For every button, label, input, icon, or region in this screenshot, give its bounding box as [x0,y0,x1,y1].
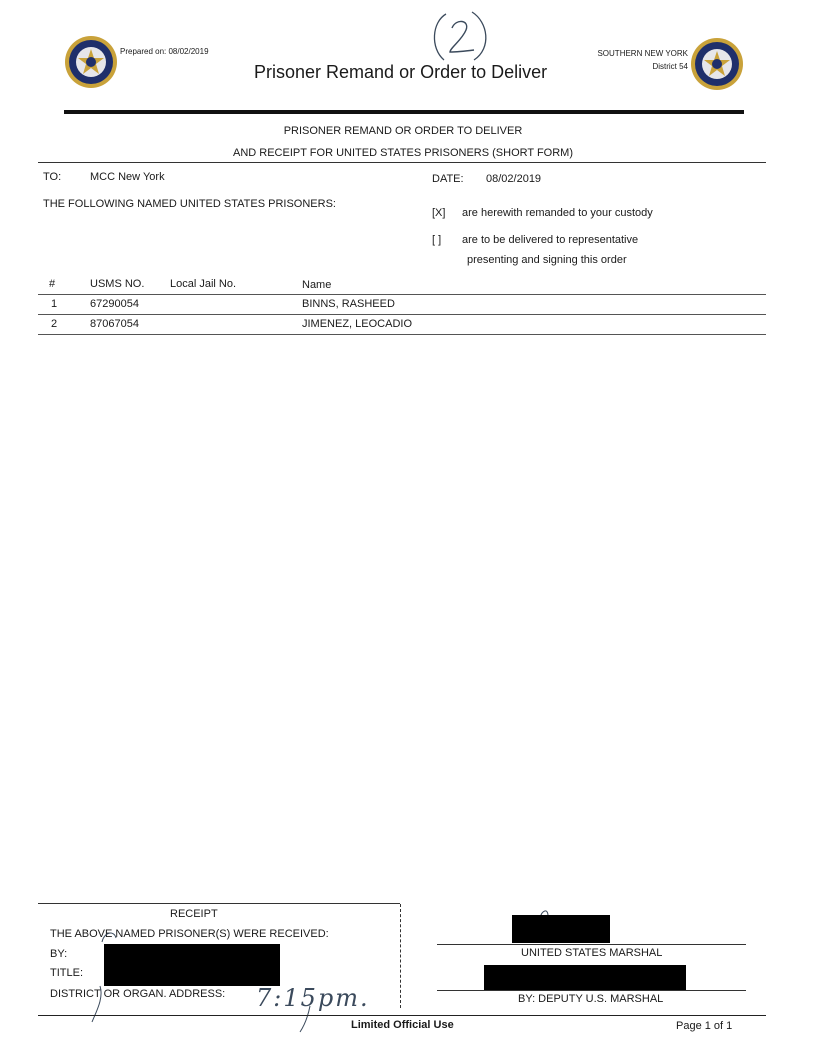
table-header-local-jail: Local Jail No. [170,278,237,290]
header-rule [64,110,744,114]
option-remanded-box: [X] [432,207,446,219]
option-deliver-box: [ ] [432,234,442,246]
us-marshal-signature-line [437,944,746,945]
deputy-signature-line [437,990,746,991]
form-heading-line2: AND RECEIPT FOR UNITED STATES PRISONERS (SHORT FORM) [232,147,573,159]
page-title: Prisoner Remand or Order to Deliver [254,62,548,82]
date-label: DATE: [432,173,464,185]
redacted-deputy-signature [484,965,686,990]
receipt-by-label: BY: [50,948,68,960]
row-number: 2 [51,318,58,330]
date-value: 08/02/2019 [486,173,542,185]
redacted-us-marshal-signature [512,915,610,943]
table-header-number: # [49,278,56,290]
named-prisoners-label: THE FOLLOWING NAMED UNITED STATES PRISONERS: [43,198,336,210]
receipt-title-label: TITLE: [50,967,84,979]
prepared-on: Prepared on: 08/02/2019 [120,47,209,56]
table-header-usms: USMS NO. [90,278,145,290]
us-marshal-label: UNITED STATES MARSHAL [521,947,663,959]
district-number: District 54 [652,62,688,71]
option-deliver-continuation: presenting and signing this order [467,254,627,266]
to-value: MCC New York [90,171,165,183]
receipt-title: RECEIPT [170,908,218,920]
option-deliver-text: are to be delivered to representative [462,234,639,246]
row-usms-no: 87067054 [90,318,139,330]
form-heading-rule [38,162,766,163]
row-number: 1 [51,298,58,310]
receipt-top-rule [38,903,400,904]
table-header-name: Name [302,279,332,291]
deputy-marshal-label: BY: DEPUTY U.S. MARSHAL [518,993,664,1005]
page-number: Page 1 of 1 [676,1020,733,1032]
table-row-rule [38,334,766,335]
table-header-rule [38,294,766,295]
marshals-seal-right-icon [690,37,744,91]
classification-label: Limited Official Use [351,1019,454,1031]
form-heading-line1: PRISONER REMAND OR ORDER TO DELIVER [283,125,523,137]
row-usms-no: 67290054 [90,298,139,310]
to-label: TO: [43,171,62,183]
option-remanded-text: are herewith remanded to your custody [462,207,653,219]
row-prisoner-name: JIMENEZ, LEOCADIO [302,318,413,330]
handwritten-signature-strokes [86,922,326,1034]
receipt-right-border [400,904,401,1008]
handwritten-circled-2 [426,8,498,64]
receipt-address-label: DISTRICT OR ORGAN. ADDRESS: [50,988,226,1000]
footer-rule [38,1015,766,1016]
receipt-statement: THE ABOVE NAMED PRISONER(S) WERE RECEIVED: [50,928,329,940]
district-name: SOUTHERN NEW YORK [597,49,688,58]
marshals-seal-left-icon [64,35,118,89]
table-row-rule [38,314,766,315]
handwritten-time: 7:15pm. [256,984,370,1012]
row-prisoner-name: BINNS, RASHEED [302,298,395,310]
